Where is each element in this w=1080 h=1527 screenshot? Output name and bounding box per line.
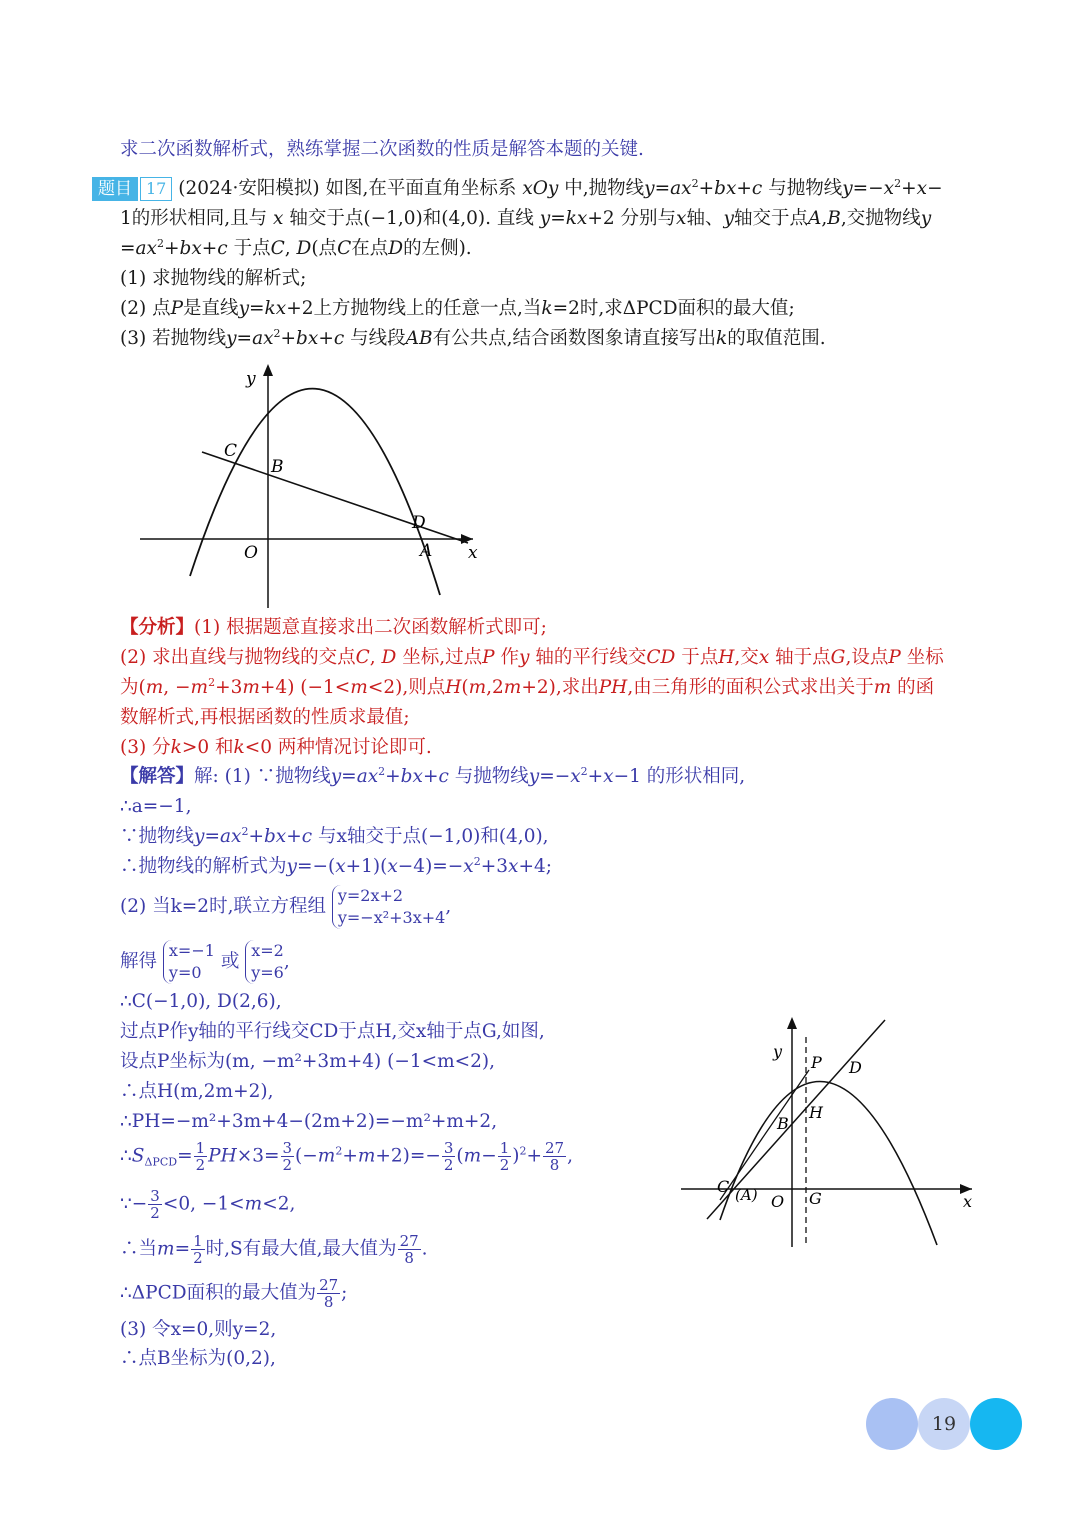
label-C: C (717, 1177, 730, 1196)
problem-text: 如图,在平面直角坐标系 (325, 178, 517, 199)
y-axis-arrow (787, 1017, 797, 1029)
solution-line-10: ∴点H(m,2m+2), (120, 1081, 274, 1102)
label-y: y (246, 369, 256, 389)
solution-line-16: (3) 令x=0,则y=2, (120, 1319, 277, 1340)
label-C: C (224, 441, 238, 461)
line-y-kx-2 (202, 452, 468, 543)
label-D: D (412, 513, 426, 533)
label-O: O (244, 543, 258, 563)
analysis-line-5: (3) 分k>0 和k<0 两种情况讨论即可. (120, 737, 432, 758)
label-B: B (777, 1114, 789, 1133)
problem-text: 轴交于点 (733, 208, 808, 229)
label-x: x (963, 1192, 973, 1211)
label-A: A (420, 541, 433, 561)
problem-text: 与抛物线 (768, 178, 843, 199)
label-O: O (771, 1192, 785, 1211)
question-3: (3) 若抛物线$y=ax^2+bx+c$ 与线段AB有公共点,结合函数图象请直接写出k的取值范围. (120, 327, 826, 349)
label-D: D (849, 1058, 862, 1077)
problem-text: 于点 (233, 238, 271, 259)
solution-line-3: ∵抛物线$y=ax^2+bx+c$ 与x轴交于点(−1,0)和(4,0), (120, 825, 549, 847)
solution-line-12-area-formula: $\therefore S_{\Delta PCD}=$ $\frac{1}{2}$ PH×3= $\frac{3}{2}$ $(-m^2+m+2)=-$ $\frac{3}{2}$ (m− $\frac{1}{2}$ )$^2$+ $\frac{27}{8}$ , (120, 1139, 573, 1174)
problem-text: 1的形状相同,且与 (120, 208, 268, 229)
problem-tag: 题目 (92, 177, 138, 201)
solution-line-11: ∴PH=−m²+3m+4−(2m+2)=−m²+m+2, (120, 1111, 498, 1132)
problem-line-3: $=ax^2+bx+c$ 于点C, D(点C在点D的左侧). (120, 237, 472, 259)
analysis-line-3: 为(m, $-m^2+3m+4$) (−1<m<2),则点H(m,2m+2),求出PH,由三角形的面积公式求出关于m 的函 (120, 676, 935, 698)
analysis-line-2: (2) 求出直线与抛物线的交点C, D 坐标,过点P 作y 轴的平行线交CD 于点H,交x 轴于点G,设点P 坐标 (120, 647, 944, 668)
problem-text: 分别与 (620, 208, 677, 229)
solution-line-15: ∴ΔPCD面积的最大值为 $\frac{27}{8}$ ; (120, 1276, 348, 1311)
solution-line-6: 解得 x=−1 y=0 或 x=2 y=6 , (120, 941, 290, 982)
label-A: (A) (735, 1186, 758, 1204)
problem-number: 17 (140, 177, 172, 201)
solution-system-2: x=2 y=6 (245, 940, 284, 984)
analysis-line-1: 【分析】(1) 根据题意直接求出二次函数解析式即可; (120, 617, 547, 638)
problem-text: 轴、 (686, 208, 724, 229)
label-y: y (773, 1042, 783, 1061)
page-circle-left (866, 1398, 918, 1450)
problem-text: 中,抛物线 (564, 178, 645, 199)
question-2: (2) 点P是直线y=kx+2上方抛物线上的任意一点,当k=2时,求ΔPCD面积的最大值; (120, 298, 795, 319)
solution-line-5: (2) 当k=2时,联立方程组 y=2x+2 y=−x²+3x+4 , (120, 886, 452, 927)
figure-1-parabola (130, 360, 490, 610)
problem-text: 轴交于点(−1,0)和(4,0). 直线 (289, 208, 534, 229)
question-1: (1) 求抛物线的解析式; (120, 268, 307, 289)
page-number: 19 (918, 1398, 970, 1450)
problem-text: 的左侧). (403, 238, 472, 259)
solution-line-2: ∴a=−1, (120, 796, 192, 817)
segment-CP (720, 1070, 809, 1200)
figure-2-parabola (675, 1015, 985, 1255)
parabola-curve (190, 389, 440, 595)
problem-text: 在点 (351, 238, 389, 259)
label-G: G (809, 1189, 822, 1208)
label-x: x (468, 543, 478, 563)
solution-line-9: 设点P坐标为(m, −m²+3m+4) (−1<m<2), (120, 1051, 496, 1072)
label-P: P (811, 1053, 822, 1072)
solution-line-14: ∴当m= $\frac{1}{2}$ 时,S有最大值,最大值为 $\frac{27}{8}$ . (120, 1232, 428, 1267)
solution-line-8: 过点P作y轴的平行线交CD于点H,交x轴于点G,如图, (120, 1021, 545, 1042)
equation-system-1: y=2x+2 y=−x²+3x+4 (332, 885, 445, 929)
solution-line-13: ∵− $\frac{3}{2}$ <0, −1<m<2, (120, 1187, 296, 1222)
problem-source: (2024·安阳模拟) (178, 178, 320, 199)
label-B: B (271, 457, 284, 477)
intro-text: 求二次函数解析式，熟练掌握二次函数的性质是解答本题的关键. (120, 139, 644, 160)
y-axis-arrow (263, 364, 273, 376)
solution-line-17: ∴点B坐标为(0,2), (120, 1348, 276, 1369)
problem-line-2: 1的形状相同,且与 x 轴交于点(−1,0)和(4,0). 直线 y=kx+2 分别与x轴、y轴交于点A,B,交抛物线y (120, 208, 932, 229)
parabola-curve (720, 1081, 937, 1245)
solution-line-1: 【解答】解: (1) ∵抛物线$y=ax^2+bx+c$ 与抛物线$y=-x^2+x-1$ 的形状相同, (120, 765, 746, 787)
label-H: H (809, 1103, 823, 1122)
problem-line-1: 题目 17 (2024·安阳模拟) 如图,在平面直角坐标系 xOy 中,抛物线$y=ax^2+bx+c$ 与抛物线$y=-x^2+x-$ (92, 177, 943, 201)
solution-line-4: ∴抛物线的解析式为$y=-(x+1)(x-4)=-x^2+3x+4$; (120, 855, 552, 877)
page-circle-right (970, 1398, 1022, 1450)
analysis-line-4: 数解析式,再根据函数的性质求最值; (120, 707, 410, 728)
solution-line-7: ∴C(−1,0), D(2,6), (120, 991, 282, 1012)
problem-text: 交抛物线 (846, 208, 921, 229)
solution-system-1: x=−1 y=0 (163, 940, 215, 984)
